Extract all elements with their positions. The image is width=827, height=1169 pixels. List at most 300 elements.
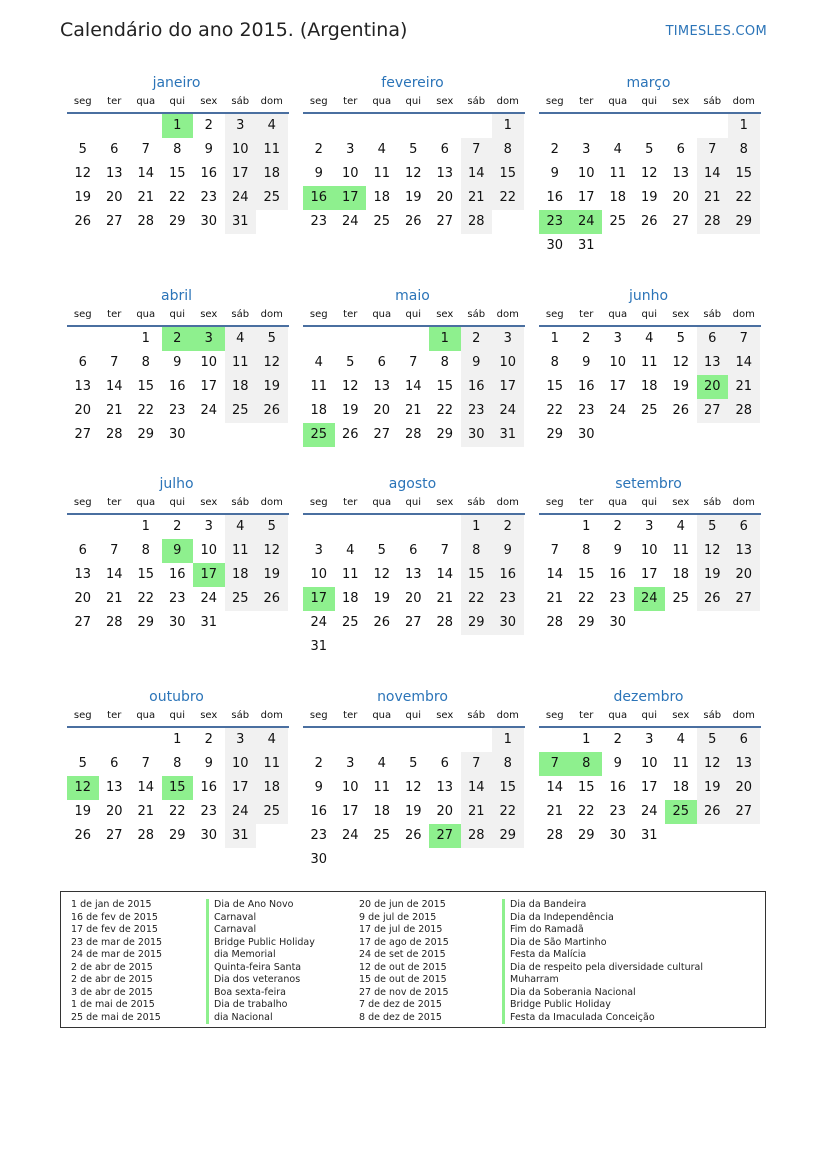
day-cell: 17: [577, 190, 595, 205]
legend-date: 8 de dez de 2015: [359, 1011, 442, 1023]
legend-holiday-name: Dia de São Martinho: [502, 937, 703, 950]
legend-date: 20 de jun de 2015: [359, 899, 446, 910]
month-name: agosto: [388, 476, 437, 492]
holiday-day-cell: 9: [162, 539, 194, 563]
day-cell: 11: [672, 543, 690, 558]
day-cell: 9: [582, 355, 591, 370]
day-cell: 16: [461, 375, 493, 399]
week-row: [303, 776, 525, 800]
legend-date: 15 de out de 2015: [359, 974, 447, 985]
day-cell: 24: [225, 186, 257, 210]
weekday-label: qua: [372, 710, 392, 721]
day-cell: 29: [577, 615, 595, 630]
empty-cell: [602, 234, 634, 258]
month-outubro: [67, 686, 289, 848]
day-cell: 21: [137, 804, 155, 819]
week-row: [539, 423, 761, 447]
day-cell: 27: [672, 214, 690, 229]
day-cell: 23: [609, 804, 627, 819]
page-title: Calendário do ano 2015. (Argentina): [60, 19, 408, 41]
day-cell: 29: [168, 828, 186, 843]
day-cell: 1: [728, 114, 760, 138]
weekday-label: sex: [436, 497, 454, 508]
month-name: novembro: [377, 689, 448, 705]
empty-cell: [398, 515, 430, 539]
day-cell: 30: [577, 427, 595, 442]
week-row: [303, 752, 525, 776]
empty-cell: [665, 824, 697, 848]
weekday-label: sex: [436, 96, 454, 107]
day-cell: 12: [74, 166, 92, 181]
week-row: [303, 728, 525, 752]
day-cell: 20: [373, 403, 391, 418]
day-cell: 19: [404, 804, 422, 819]
day-cell: 5: [409, 756, 418, 771]
day-cell: 4: [346, 543, 355, 558]
day-cell: 7: [550, 543, 559, 558]
legend-dates-left: [71, 899, 162, 1024]
week-row: [539, 138, 761, 162]
weekday-label: ter: [579, 309, 594, 320]
week-row: [539, 327, 761, 351]
day-cell: 8: [461, 539, 493, 563]
weekday-label: qui: [641, 710, 657, 721]
day-cell: 26: [697, 800, 729, 824]
holiday-day-cell: 24: [634, 587, 666, 611]
day-cell: 16: [200, 780, 218, 795]
weekday-label: dom: [496, 96, 519, 107]
day-cell: 5: [256, 327, 288, 351]
legend-holiday-name: dia Memorial: [206, 949, 315, 962]
day-cell: 11: [256, 752, 288, 776]
empty-cell: [398, 848, 430, 872]
day-cell: 24: [200, 403, 218, 418]
day-cell: 9: [173, 355, 182, 370]
empty-cell: [193, 423, 225, 447]
day-cell: 11: [373, 166, 391, 181]
day-cell: 11: [640, 355, 658, 370]
day-cell: 9: [550, 166, 559, 181]
weekday-label: ter: [107, 497, 122, 508]
week-row: [303, 515, 525, 539]
day-cell: 12: [256, 539, 288, 563]
holiday-day-cell: 23: [539, 210, 571, 234]
day-cell: 20: [728, 776, 760, 800]
day-cell: 19: [404, 190, 422, 205]
holiday-day-cell: 12: [67, 776, 99, 800]
day-cell: 13: [404, 567, 422, 582]
legend-date: 1 de jan de 2015: [71, 899, 152, 910]
day-cell: 10: [310, 567, 328, 582]
weekday-label: ter: [343, 96, 358, 107]
week-row: [303, 210, 525, 234]
weekday-label: dom: [732, 96, 755, 107]
day-cell: 3: [645, 519, 654, 534]
legend-holiday-name: Boa sexta-feira: [206, 987, 315, 1000]
month-name: julho: [159, 476, 194, 492]
week-row: [303, 399, 525, 423]
day-cell: 4: [377, 142, 386, 157]
day-cell: 4: [314, 355, 323, 370]
day-cell: 25: [225, 587, 257, 611]
day-cell: 2: [314, 142, 323, 157]
empty-cell: [728, 824, 760, 848]
day-cell: 12: [697, 539, 729, 563]
week-row: [303, 563, 525, 587]
legend-holiday-name: Dia dos veteranos: [206, 974, 315, 987]
legend-holiday-name: Dia da Bandeira: [502, 899, 703, 912]
weekday-label: dom: [260, 309, 283, 320]
day-cell: 22: [546, 403, 564, 418]
day-cell: 8: [492, 138, 524, 162]
day-cell: 6: [78, 355, 87, 370]
day-cell: 29: [461, 611, 493, 635]
day-cell: 4: [225, 515, 257, 539]
weekday-header: [67, 495, 289, 515]
day-cell: 7: [440, 543, 449, 558]
month-name: junho: [628, 288, 669, 304]
day-cell: 31: [225, 210, 257, 234]
week-row: [303, 351, 525, 375]
week-row: [303, 138, 525, 162]
day-cell: 11: [672, 756, 690, 771]
weekday-label: seg: [309, 96, 328, 107]
day-cell: 13: [436, 166, 454, 181]
weekday-label: sex: [672, 710, 690, 721]
day-cell: 10: [225, 138, 257, 162]
day-cell: 8: [440, 355, 449, 370]
week-row: [539, 375, 761, 399]
empty-cell: [366, 848, 398, 872]
day-cell: 30: [609, 828, 627, 843]
day-cell: 15: [461, 563, 493, 587]
day-cell: 1: [582, 519, 591, 534]
month-março: [539, 72, 761, 258]
day-cell: 1: [492, 114, 524, 138]
day-cell: 30: [546, 238, 564, 253]
weekday-label: qui: [405, 309, 421, 320]
day-cell: 20: [404, 591, 422, 606]
weekday-label: sáb: [467, 309, 486, 320]
week-row: [67, 186, 289, 210]
day-cell: 22: [492, 186, 524, 210]
day-cell: 2: [173, 519, 182, 534]
holiday-day-cell: 7: [539, 752, 571, 776]
day-cell: 29: [728, 210, 760, 234]
weekday-label: qui: [169, 710, 185, 721]
empty-cell: [429, 635, 461, 659]
day-cell: 14: [436, 567, 454, 582]
week-row: [303, 587, 525, 611]
day-cell: 1: [141, 331, 150, 346]
legend-date: 9 de jul de 2015: [359, 911, 437, 923]
day-cell: 16: [168, 379, 186, 394]
weekday-label: sáb: [703, 710, 722, 721]
day-cell: 25: [640, 403, 658, 418]
day-cell: 20: [436, 190, 454, 205]
day-cell: 10: [225, 752, 257, 776]
day-cell: 14: [105, 567, 123, 582]
day-cell: 30: [609, 615, 627, 630]
day-cell: 30: [200, 214, 218, 229]
day-cell: 27: [697, 399, 729, 423]
day-cell: 6: [377, 355, 386, 370]
day-cell: 10: [341, 166, 359, 181]
month-novembro: [303, 686, 525, 872]
day-cell: 6: [78, 543, 87, 558]
day-cell: 13: [105, 780, 123, 795]
day-cell: 24: [225, 800, 257, 824]
day-cell: 11: [225, 351, 257, 375]
day-cell: 20: [672, 190, 690, 205]
day-cell: 12: [341, 379, 359, 394]
day-cell: 2: [582, 331, 591, 346]
empty-cell: [429, 114, 461, 138]
empty-cell: [99, 114, 131, 138]
weekday-label: sex: [200, 309, 218, 320]
day-cell: 12: [404, 780, 422, 795]
day-cell: 19: [256, 563, 288, 587]
day-cell: 25: [225, 399, 257, 423]
holiday-day-cell: 3: [193, 327, 225, 351]
day-cell: 21: [137, 190, 155, 205]
day-cell: 26: [640, 214, 658, 229]
day-cell: 19: [74, 190, 92, 205]
weekday-label: qui: [405, 497, 421, 508]
empty-cell: [602, 114, 634, 138]
holiday-day-cell: 1: [162, 114, 194, 138]
week-row: [539, 539, 761, 563]
empty-cell: [665, 234, 697, 258]
weekday-label: sáb: [703, 497, 722, 508]
month-name: setembro: [615, 476, 682, 492]
day-cell: 26: [373, 615, 391, 630]
empty-cell: [303, 114, 335, 138]
holiday-day-cell: 25: [665, 800, 697, 824]
day-cell: 27: [74, 615, 92, 630]
empty-cell: [697, 423, 729, 447]
week-row: [539, 399, 761, 423]
day-cell: 19: [341, 403, 359, 418]
weekday-label: sex: [200, 710, 218, 721]
weekday-label: qui: [641, 309, 657, 320]
weekday-header: [67, 307, 289, 327]
day-cell: 21: [546, 591, 564, 606]
empty-cell: [665, 423, 697, 447]
weekday-label: sáb: [467, 497, 486, 508]
day-cell: 20: [105, 190, 123, 205]
day-cell: 22: [728, 186, 760, 210]
weekday-label: qui: [169, 497, 185, 508]
week-row: [303, 635, 525, 659]
legend-holiday-name: Dia da Independência: [502, 912, 703, 925]
weekday-label: qui: [641, 96, 657, 107]
day-cell: 27: [105, 828, 123, 843]
weekday-label: seg: [309, 309, 328, 320]
day-cell: 2: [314, 756, 323, 771]
weekday-label: dom: [732, 497, 755, 508]
legend-holiday-name: Dia de respeito pela diversidade cultural: [502, 962, 703, 975]
legend-holiday-name: Fim do Ramadã: [502, 924, 703, 937]
empty-cell: [571, 114, 603, 138]
day-cell: 18: [256, 776, 288, 800]
legend-date: 27 de nov de 2015: [359, 986, 449, 998]
holiday-day-cell: 24: [571, 210, 603, 234]
weekday-label: sáb: [231, 96, 250, 107]
day-cell: 6: [409, 543, 418, 558]
day-cell: 29: [168, 214, 186, 229]
day-cell: 14: [461, 162, 493, 186]
day-cell: 15: [492, 162, 524, 186]
day-cell: 31: [200, 615, 218, 630]
day-cell: 6: [110, 756, 119, 771]
weekday-label: sáb: [231, 497, 250, 508]
empty-cell: [728, 611, 760, 635]
day-cell: 7: [409, 355, 418, 370]
day-cell: 28: [105, 427, 123, 442]
empty-cell: [429, 848, 461, 872]
month-julho: [67, 473, 289, 635]
day-cell: 21: [105, 591, 123, 606]
day-cell: 28: [137, 214, 155, 229]
day-cell: 17: [640, 567, 658, 582]
weekday-label: sáb: [231, 309, 250, 320]
weekday-label: seg: [73, 710, 92, 721]
day-cell: 7: [110, 355, 119, 370]
weekday-label: sex: [200, 497, 218, 508]
legend-date: 25 de mai de 2015: [71, 1011, 161, 1023]
day-cell: 16: [609, 567, 627, 582]
day-cell: 2: [461, 327, 493, 351]
week-row: [303, 162, 525, 186]
empty-cell: [366, 327, 398, 351]
day-cell: 8: [550, 355, 559, 370]
day-cell: 8: [582, 543, 591, 558]
empty-cell: [99, 728, 131, 752]
weekday-label: ter: [343, 710, 358, 721]
holiday-day-cell: 16: [303, 186, 335, 210]
holiday-legend: [60, 891, 766, 1028]
holiday-day-cell: 17: [303, 587, 335, 611]
day-cell: 10: [577, 166, 595, 181]
day-cell: 6: [110, 142, 119, 157]
day-cell: 28: [546, 615, 564, 630]
day-cell: 5: [377, 543, 386, 558]
day-cell: 23: [200, 804, 218, 819]
empty-cell: [225, 611, 257, 635]
weekday-label: sex: [436, 309, 454, 320]
legend-holiday-name: Muharram: [502, 974, 703, 987]
legend-holiday-name: Dia de trabalho: [206, 999, 315, 1012]
day-cell: 11: [225, 539, 257, 563]
day-cell: 3: [613, 331, 622, 346]
day-cell: 9: [461, 351, 493, 375]
weekday-label: dom: [496, 497, 519, 508]
legend-date: 2 de abr de 2015: [71, 974, 153, 985]
day-cell: 1: [173, 732, 182, 747]
day-cell: 5: [256, 515, 288, 539]
day-cell: 4: [377, 756, 386, 771]
weekday-label: sex: [672, 309, 690, 320]
empty-cell: [130, 114, 162, 138]
weekday-label: seg: [545, 96, 564, 107]
day-cell: 28: [728, 399, 760, 423]
month-dezembro: [539, 686, 761, 848]
day-cell: 23: [310, 214, 328, 229]
weekday-label: ter: [579, 497, 594, 508]
day-cell: 5: [645, 142, 654, 157]
day-cell: 25: [672, 591, 690, 606]
day-cell: 21: [728, 375, 760, 399]
holiday-day-cell: 20: [697, 375, 729, 399]
empty-cell: [634, 114, 666, 138]
day-cell: 26: [404, 828, 422, 843]
day-cell: 28: [436, 615, 454, 630]
day-cell: 28: [546, 828, 564, 843]
week-row: [303, 114, 525, 138]
day-cell: 14: [697, 162, 729, 186]
day-cell: 15: [137, 379, 155, 394]
empty-cell: [602, 423, 634, 447]
weekday-label: dom: [260, 497, 283, 508]
day-cell: 3: [225, 728, 257, 752]
day-cell: 31: [577, 238, 595, 253]
legend-holiday-name: Festa da Malícia: [502, 949, 703, 962]
empty-cell: [256, 423, 288, 447]
month-fevereiro: [303, 72, 525, 234]
month-name: dezembro: [613, 689, 684, 705]
holiday-day-cell: 8: [571, 752, 603, 776]
day-cell: 20: [74, 591, 92, 606]
day-cell: 14: [105, 379, 123, 394]
day-cell: 28: [105, 615, 123, 630]
weekday-label: seg: [73, 497, 92, 508]
day-cell: 25: [256, 186, 288, 210]
day-cell: 6: [697, 327, 729, 351]
week-row: [67, 587, 289, 611]
weekday-header: [303, 94, 525, 114]
day-cell: 23: [609, 591, 627, 606]
week-row: [67, 375, 289, 399]
day-cell: 23: [492, 587, 524, 611]
week-row: [539, 234, 761, 258]
week-row: [67, 162, 289, 186]
day-cell: 15: [577, 780, 595, 795]
day-cell: 12: [640, 166, 658, 181]
empty-cell: [256, 611, 288, 635]
week-row: [539, 824, 761, 848]
weekday-label: sáb: [703, 309, 722, 320]
weekday-header: [67, 708, 289, 728]
day-cell: 29: [577, 828, 595, 843]
week-row: [67, 752, 289, 776]
weekday-header: [303, 307, 525, 327]
day-cell: 8: [492, 752, 524, 776]
holiday-day-cell: 2: [162, 327, 194, 351]
day-cell: 23: [577, 403, 595, 418]
legend-date: 3 de abr de 2015: [71, 986, 153, 998]
day-cell: 17: [341, 804, 359, 819]
day-cell: 25: [609, 214, 627, 229]
empty-cell: [665, 611, 697, 635]
day-cell: 10: [640, 756, 658, 771]
day-cell: 24: [200, 591, 218, 606]
day-cell: 19: [672, 379, 690, 394]
day-cell: 15: [436, 379, 454, 394]
brand-logo[interactable]: TIMESLES.COM: [665, 24, 767, 39]
day-cell: 15: [577, 567, 595, 582]
day-cell: 2: [492, 515, 524, 539]
